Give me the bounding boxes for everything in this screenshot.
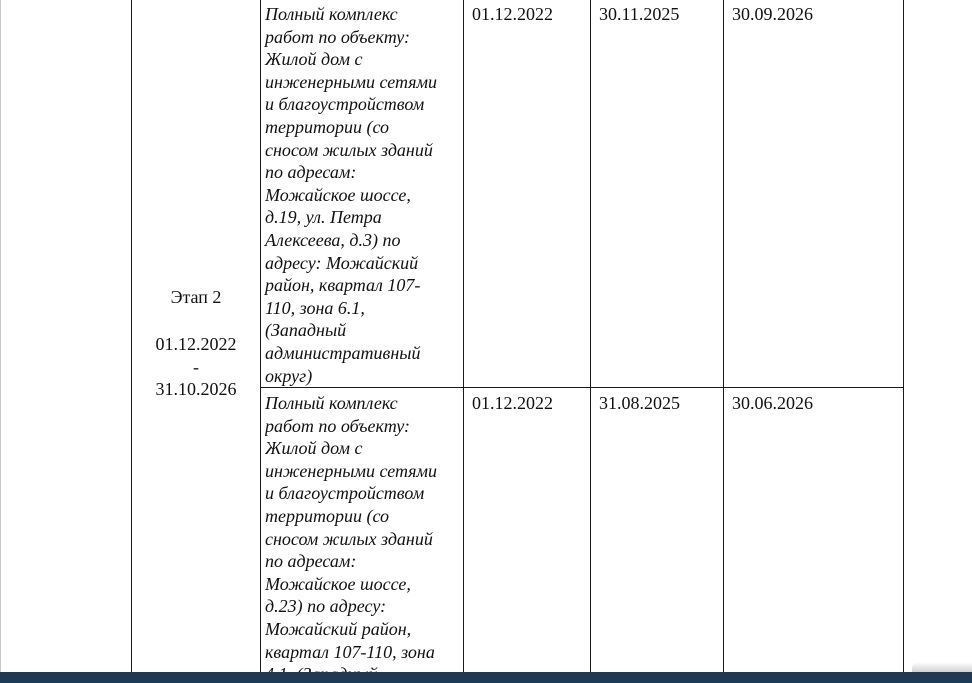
object-name-line: административный <box>265 342 421 363</box>
date-middle-cell: 31.08.2025 <box>591 388 724 683</box>
object-name-line: работ по объекту: <box>265 415 410 436</box>
object-name-line: территории (со <box>265 506 390 527</box>
object-name-line: Можайское шоссе, <box>265 573 411 594</box>
object-name-line: сносом жилых зданий <box>265 528 433 549</box>
object-name-line: работ по объекту: <box>265 26 410 47</box>
object-name-line: район, квартал 107- <box>265 275 421 296</box>
object-name-line: 110, зона 6.1, <box>265 297 365 318</box>
stage-label: Этап 2 <box>170 287 222 308</box>
object-name-line: Жилой дом с <box>265 49 363 70</box>
object-name-line: инженерными сетями <box>265 71 438 92</box>
object-name-line: Алексеева, д.3) по <box>265 229 401 250</box>
object-name-line: по адресам: <box>265 162 357 183</box>
date-start-cell: 01.12.2022 <box>464 0 591 388</box>
date-start-cell: 01.12.2022 <box>464 388 591 683</box>
page-left-edge <box>0 0 1 672</box>
stage-date-dash: - <box>193 356 199 377</box>
stage-cell <box>132 0 261 683</box>
object-name-line: сносом жилых зданий <box>265 139 433 160</box>
object-name-line: (Западный <box>265 320 347 341</box>
schedule-table <box>131 0 904 683</box>
stage-end-date: 31.10.2026 <box>155 379 237 400</box>
object-name-line: д.19, ул. Петра <box>265 207 382 228</box>
object-name-line: Полный комплекс <box>265 4 398 24</box>
object-name-text <box>265 392 461 683</box>
object-name-text <box>265 3 461 387</box>
object-name-line: Жилой дом с <box>265 438 363 459</box>
object-name-line: и благоустройством <box>265 94 425 115</box>
object-name-line: по адресам: <box>265 551 357 572</box>
object-name-line: Полный комплекс <box>265 393 398 414</box>
object-name-line: Можайское шоссе, <box>265 184 411 205</box>
stage-start-date: 01.12.2022 <box>155 333 237 354</box>
object-name-cell <box>261 0 464 388</box>
viewer-bottom-bar <box>0 672 972 683</box>
object-name-line: округ) <box>265 365 313 386</box>
object-name-line: инженерными сетями <box>265 460 438 481</box>
object-name-line: территории (со <box>265 116 390 137</box>
date-end-cell: 30.09.2026 <box>724 0 904 388</box>
object-name-line: и благоустройством <box>265 483 425 504</box>
date-end-cell: 30.06.2026 <box>724 388 904 683</box>
object-name-cell <box>261 388 464 683</box>
object-name-line: адресу: Можайский <box>265 252 419 273</box>
table-row <box>132 0 904 388</box>
page-corner-shadow <box>912 662 972 672</box>
date-middle-cell: 30.11.2025 <box>591 0 724 388</box>
object-name-line: квартал 107-110, зона <box>265 641 435 662</box>
object-name-line: Можайский район, <box>265 619 412 640</box>
object-name-line: д.23) по адресу: <box>265 596 387 617</box>
